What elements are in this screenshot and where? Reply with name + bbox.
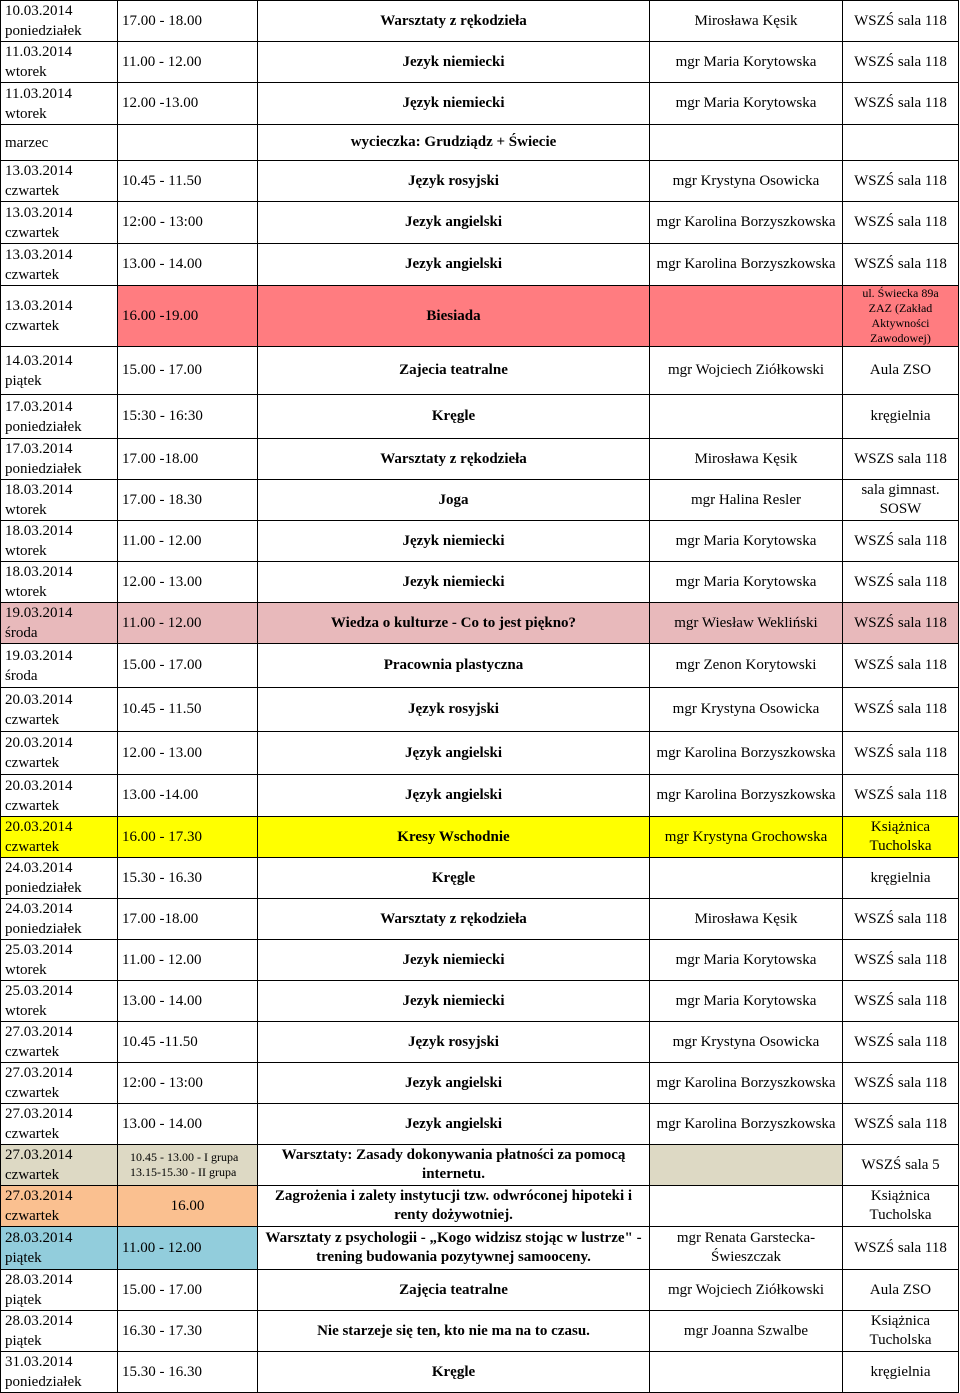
address-line: Aktywności <box>871 316 930 330</box>
teacher-cell: mgr Karolina Borzyszkowska <box>650 732 843 775</box>
time-cell: 17.00 -18.00 <box>118 439 258 480</box>
title-cell: Jezyk angielski <box>258 244 650 286</box>
time-cell: 13.00 - 14.00 <box>118 981 258 1022</box>
time-cell: 16.00 - 17.30 <box>118 817 258 858</box>
date-cell: 18.03.2014 wtorek <box>1 480 118 521</box>
place-cell: WSZŚ sala 118 <box>843 161 959 202</box>
title-cell: Język angielski <box>258 775 650 817</box>
date-cell: 24.03.2014 poniedziałek <box>1 899 118 940</box>
place-cell: WSZŚ sala 118 <box>843 775 959 817</box>
date-cell: 13.03.2014 czwartek <box>1 244 118 286</box>
table-row <box>1 83 959 125</box>
title-cell: Język niemiecki <box>258 521 650 562</box>
teacher-cell <box>650 1186 843 1227</box>
time-cell: 10.45 - 11.50 <box>118 688 258 732</box>
table-row <box>1 562 959 603</box>
place-cell: WSZŚ sala 118 <box>843 688 959 732</box>
time-cell: 10.45 - 13.00 - I grupa 13.15-15.30 - II grupa <box>118 1145 258 1186</box>
table-row <box>1 244 959 286</box>
table-row <box>1 161 959 202</box>
table-row <box>1 395 959 439</box>
teacher-cell: mgr Maria Korytowska <box>650 940 843 981</box>
teacher-cell: mgr Karolina Borzyszkowska <box>650 202 843 244</box>
date-cell: 18.03.2014 wtorek <box>1 521 118 562</box>
table-row <box>1 644 959 688</box>
time-cell: 15.00 - 17.00 <box>118 1270 258 1311</box>
title-cell: Kresy Wschodnie <box>258 817 650 858</box>
place-cell: WSZŚ sala 118 <box>843 521 959 562</box>
table-row <box>1 286 959 347</box>
date-cell: 25.03.2014 wtorek <box>1 940 118 981</box>
table-row <box>1 899 959 940</box>
table-row <box>1 732 959 775</box>
title-cell: Zagrożenia i zalety instytucji tzw. odwróconej hipoteki i renty dożywotniej. <box>258 1186 650 1227</box>
date-cell: 27.03.2014 czwartek <box>1 1104 118 1145</box>
date-cell: 24.03.2014 poniedziałek <box>1 858 118 899</box>
title-cell: Język rosyjski <box>258 161 650 202</box>
table-row <box>1 1311 959 1352</box>
table-row <box>1 125 959 161</box>
date-cell: 27.03.2014 czwartek <box>1 1145 118 1186</box>
date-cell: 11.03.2014 wtorek <box>1 83 118 125</box>
title-cell: Zajecia teatralne <box>258 347 650 395</box>
teacher-cell: Mirosława Kęsik <box>650 899 843 940</box>
title-cell: Wiedza o kulturze - Co to jest piękno? <box>258 603 650 644</box>
place-cell: WSZŚ sala 118 <box>843 202 959 244</box>
teacher-cell <box>650 858 843 899</box>
teacher-cell: mgr Krystyna Osowicka <box>650 1022 843 1063</box>
title-cell: Warsztaty z rękodzieła <box>258 899 650 940</box>
table-row <box>1 1104 959 1145</box>
place-cell <box>843 286 959 347</box>
address-line: ul. Świecka 89a <box>862 286 939 300</box>
time-cell: 10.45 - 11.50 <box>118 161 258 202</box>
time-cell: 12.00 - 13.00 <box>118 732 258 775</box>
table-row <box>1 521 959 562</box>
date-cell: 20.03.2014 czwartek <box>1 688 118 732</box>
place-cell: WSZŚ sala 118 <box>843 732 959 775</box>
title-cell: Język niemiecki <box>258 83 650 125</box>
teacher-cell: Mirosława Kęsik <box>650 439 843 480</box>
date-cell: 19.03.2014 środa <box>1 603 118 644</box>
teacher-cell: mgr Zenon Korytowski <box>650 644 843 688</box>
table-row <box>1 858 959 899</box>
teacher-cell: mgr Krystyna Osowicka <box>650 161 843 202</box>
date-cell: 17.03.2014 poniedziałek <box>1 395 118 439</box>
teacher-cell: mgr Halina Resler <box>650 480 843 521</box>
title-cell: Pracownia plastyczna <box>258 644 650 688</box>
place-cell: WSZŚ sala 118 <box>843 1227 959 1270</box>
table-row <box>1 603 959 644</box>
time-cell <box>118 125 258 161</box>
title-cell: Joga <box>258 480 650 521</box>
time-cell: 12:00 - 13:00 <box>118 202 258 244</box>
place-cell: Aula ZSO <box>843 347 959 395</box>
place-cell: kręgielnia <box>843 1352 959 1393</box>
title-cell: Zajęcia teatralne <box>258 1270 650 1311</box>
address-line: Zawodowej) <box>870 331 931 345</box>
title-cell: Warsztaty: Zasady dokonywania płatności za pomocą internetu. <box>258 1145 650 1186</box>
teacher-cell: mgr Karolina Borzyszkowska <box>650 244 843 286</box>
teacher-cell <box>650 1352 843 1393</box>
table-row <box>1 202 959 244</box>
place-cell: Książnica Tucholska <box>843 1186 959 1227</box>
title-cell: Warsztaty z psychologii - „Kogo widzisz stojąc w lustrze" - trening budowania pozytywnej samooceny. <box>258 1227 650 1270</box>
date-cell: 14.03.2014 piątek <box>1 347 118 395</box>
date-cell: 28.03.2014 piątek <box>1 1311 118 1352</box>
table-row <box>1 1352 959 1393</box>
teacher-cell <box>650 395 843 439</box>
time-cell: 17.00 -18.00 <box>118 899 258 940</box>
place-cell: WSZŚ sala 118 <box>843 603 959 644</box>
time-cell: 15.30 - 16.30 <box>118 1352 258 1393</box>
place-cell: WSZŚ sala 118 <box>843 940 959 981</box>
title-cell: Warsztaty z rękodzieła <box>258 439 650 480</box>
place-cell: WSZŚ sala 118 <box>843 981 959 1022</box>
time-cell: 11.00 - 12.00 <box>118 940 258 981</box>
teacher-cell: mgr Maria Korytowska <box>650 42 843 83</box>
date-cell: 20.03.2014 czwartek <box>1 732 118 775</box>
date-cell: 10.03.2014 poniedziałek <box>1 1 118 42</box>
place-cell: WSZŚ sala 118 <box>843 1 959 42</box>
time-cell: 15.00 - 17.00 <box>118 644 258 688</box>
time-cell: 15:30 - 16:30 <box>118 395 258 439</box>
teacher-cell: mgr Renata Garstecka-Świeszczak <box>650 1227 843 1270</box>
place-cell: WSZŚ sala 118 <box>843 244 959 286</box>
time-cell: 12.00 -13.00 <box>118 83 258 125</box>
time-cell: 13.00 -14.00 <box>118 775 258 817</box>
place-cell <box>843 125 959 161</box>
time-cell: 11.00 - 12.00 <box>118 521 258 562</box>
title-cell: Język rosyjski <box>258 1022 650 1063</box>
teacher-cell: mgr Joanna Szwalbe <box>650 1311 843 1352</box>
date-cell: 27.03.2014 czwartek <box>1 1186 118 1227</box>
table-row <box>1 439 959 480</box>
table-row <box>1 1270 959 1311</box>
date-cell: 17.03.2014 poniedziałek <box>1 439 118 480</box>
time-cell: 12.00 - 13.00 <box>118 562 258 603</box>
date-cell: marzec <box>1 125 118 161</box>
time-cell: 16.00 <box>118 1186 258 1227</box>
place-cell: WSZŚ sala 118 <box>843 1022 959 1063</box>
teacher-cell: mgr Karolina Borzyszkowska <box>650 1104 843 1145</box>
teacher-cell: mgr Wojciech Ziółkowski <box>650 347 843 395</box>
teacher-cell <box>650 125 843 161</box>
table-row <box>1 981 959 1022</box>
place-cell: WSZS sala 118 <box>843 439 959 480</box>
date-cell: 18.03.2014 wtorek <box>1 562 118 603</box>
table-row <box>1 1227 959 1270</box>
table-row <box>1 817 959 858</box>
teacher-cell <box>650 1145 843 1186</box>
title-cell: Kręgle <box>258 1352 650 1393</box>
date-cell: 20.03.2014 czwartek <box>1 775 118 817</box>
place-cell: WSZŚ sala 118 <box>843 644 959 688</box>
title-cell: Jezyk angielski <box>258 202 650 244</box>
table-row <box>1 1145 959 1186</box>
title-cell: Jezyk angielski <box>258 1104 650 1145</box>
title-cell: Język rosyjski <box>258 688 650 732</box>
place-cell: WSZŚ sala 118 <box>843 1063 959 1104</box>
title-cell: Jezyk niemiecki <box>258 981 650 1022</box>
teacher-cell: mgr Maria Korytowska <box>650 83 843 125</box>
date-cell: 13.03.2014 czwartek <box>1 202 118 244</box>
teacher-cell <box>650 286 843 347</box>
time-cell: 15.30 - 16.30 <box>118 858 258 899</box>
table-row <box>1 688 959 732</box>
teacher-cell: mgr Krystyna Grochowska <box>650 817 843 858</box>
date-cell: 27.03.2014 czwartek <box>1 1022 118 1063</box>
teacher-cell: mgr Karolina Borzyszkowska <box>650 775 843 817</box>
title-cell: Jezyk niemiecki <box>258 940 650 981</box>
place-cell: WSZŚ sala 118 <box>843 1104 959 1145</box>
place-cell: WSZŚ sala 5 <box>843 1145 959 1186</box>
title-cell: Kręgle <box>258 395 650 439</box>
time-cell: 17.00 - 18.30 <box>118 480 258 521</box>
title-cell: Kręgle <box>258 858 650 899</box>
time-cell: 11.00 - 12.00 <box>118 1227 258 1270</box>
place-cell: WSZŚ sala 118 <box>843 83 959 125</box>
place-cell: WSZŚ sala 118 <box>843 42 959 83</box>
table-row <box>1 347 959 395</box>
title-cell: Jezyk niemiecki <box>258 562 650 603</box>
date-cell: 13.03.2014 czwartek <box>1 161 118 202</box>
place-cell: kręgielnia <box>843 395 959 439</box>
teacher-cell: Mirosława Kęsik <box>650 1 843 42</box>
title-cell: Jezyk niemiecki <box>258 42 650 83</box>
date-cell: 11.03.2014 wtorek <box>1 42 118 83</box>
time-cell: 15.00 - 17.00 <box>118 347 258 395</box>
date-cell: 27.03.2014 czwartek <box>1 1063 118 1104</box>
date-cell: 25.03.2014 wtorek <box>1 981 118 1022</box>
teacher-cell: mgr Wiesław Wekliński <box>650 603 843 644</box>
title-cell: Biesiada <box>258 286 650 347</box>
date-cell: 20.03.2014 czwartek <box>1 817 118 858</box>
table-row <box>1 1 959 42</box>
title-cell: wycieczka: Grudziądz + Świecie <box>258 125 650 161</box>
table-row <box>1 1063 959 1104</box>
teacher-cell: mgr Maria Korytowska <box>650 981 843 1022</box>
time-cell: 17.00 - 18.00 <box>118 1 258 42</box>
teacher-cell: mgr Wojciech Ziółkowski <box>650 1270 843 1311</box>
title-cell: Nie starzeje się ten, kto nie ma na to czasu. <box>258 1311 650 1352</box>
teacher-cell: mgr Krystyna Osowicka <box>650 688 843 732</box>
teacher-cell: mgr Karolina Borzyszkowska <box>650 1063 843 1104</box>
teacher-cell: mgr Maria Korytowska <box>650 521 843 562</box>
table-row <box>1 940 959 981</box>
place-cell: kręgielnia <box>843 858 959 899</box>
address-line: ZAZ (Zakład <box>868 301 933 315</box>
table-row <box>1 480 959 521</box>
place-cell: Aula ZSO <box>843 1270 959 1311</box>
table-row <box>1 775 959 817</box>
place-cell: Książnica Tucholska <box>843 1311 959 1352</box>
title-cell: Język angielski <box>258 732 650 775</box>
table-row <box>1 42 959 83</box>
place-cell: WSZŚ sala 118 <box>843 899 959 940</box>
time-cell: 10.45 -11.50 <box>118 1022 258 1063</box>
time-cell: 16.30 - 17.30 <box>118 1311 258 1352</box>
place-cell: sala gimnast. SOSW <box>843 480 959 521</box>
time-cell: 12:00 - 13:00 <box>118 1063 258 1104</box>
date-cell: 31.03.2014 poniedziałek <box>1 1352 118 1393</box>
teacher-cell: mgr Maria Korytowska <box>650 562 843 603</box>
time-cell: 11.00 - 12.00 <box>118 42 258 83</box>
place-cell: WSZŚ sala 118 <box>843 562 959 603</box>
time-cell: 13.00 - 14.00 <box>118 1104 258 1145</box>
date-cell: 28.03.2014 piątek <box>1 1227 118 1270</box>
date-cell: 28.03.2014 piątek <box>1 1270 118 1311</box>
table-row <box>1 1022 959 1063</box>
date-cell: 13.03.2014 czwartek <box>1 286 118 347</box>
title-cell: Jezyk angielski <box>258 1063 650 1104</box>
table-row <box>1 1186 959 1227</box>
place-cell: Książnica Tucholska <box>843 817 959 858</box>
time-cell: 11.00 - 12.00 <box>118 603 258 644</box>
date-cell: 19.03.2014 środa <box>1 644 118 688</box>
title-cell: Warsztaty z rękodzieła <box>258 1 650 42</box>
time-cell: 16.00 -19.00 <box>118 286 258 347</box>
time-cell: 13.00 - 14.00 <box>118 244 258 286</box>
